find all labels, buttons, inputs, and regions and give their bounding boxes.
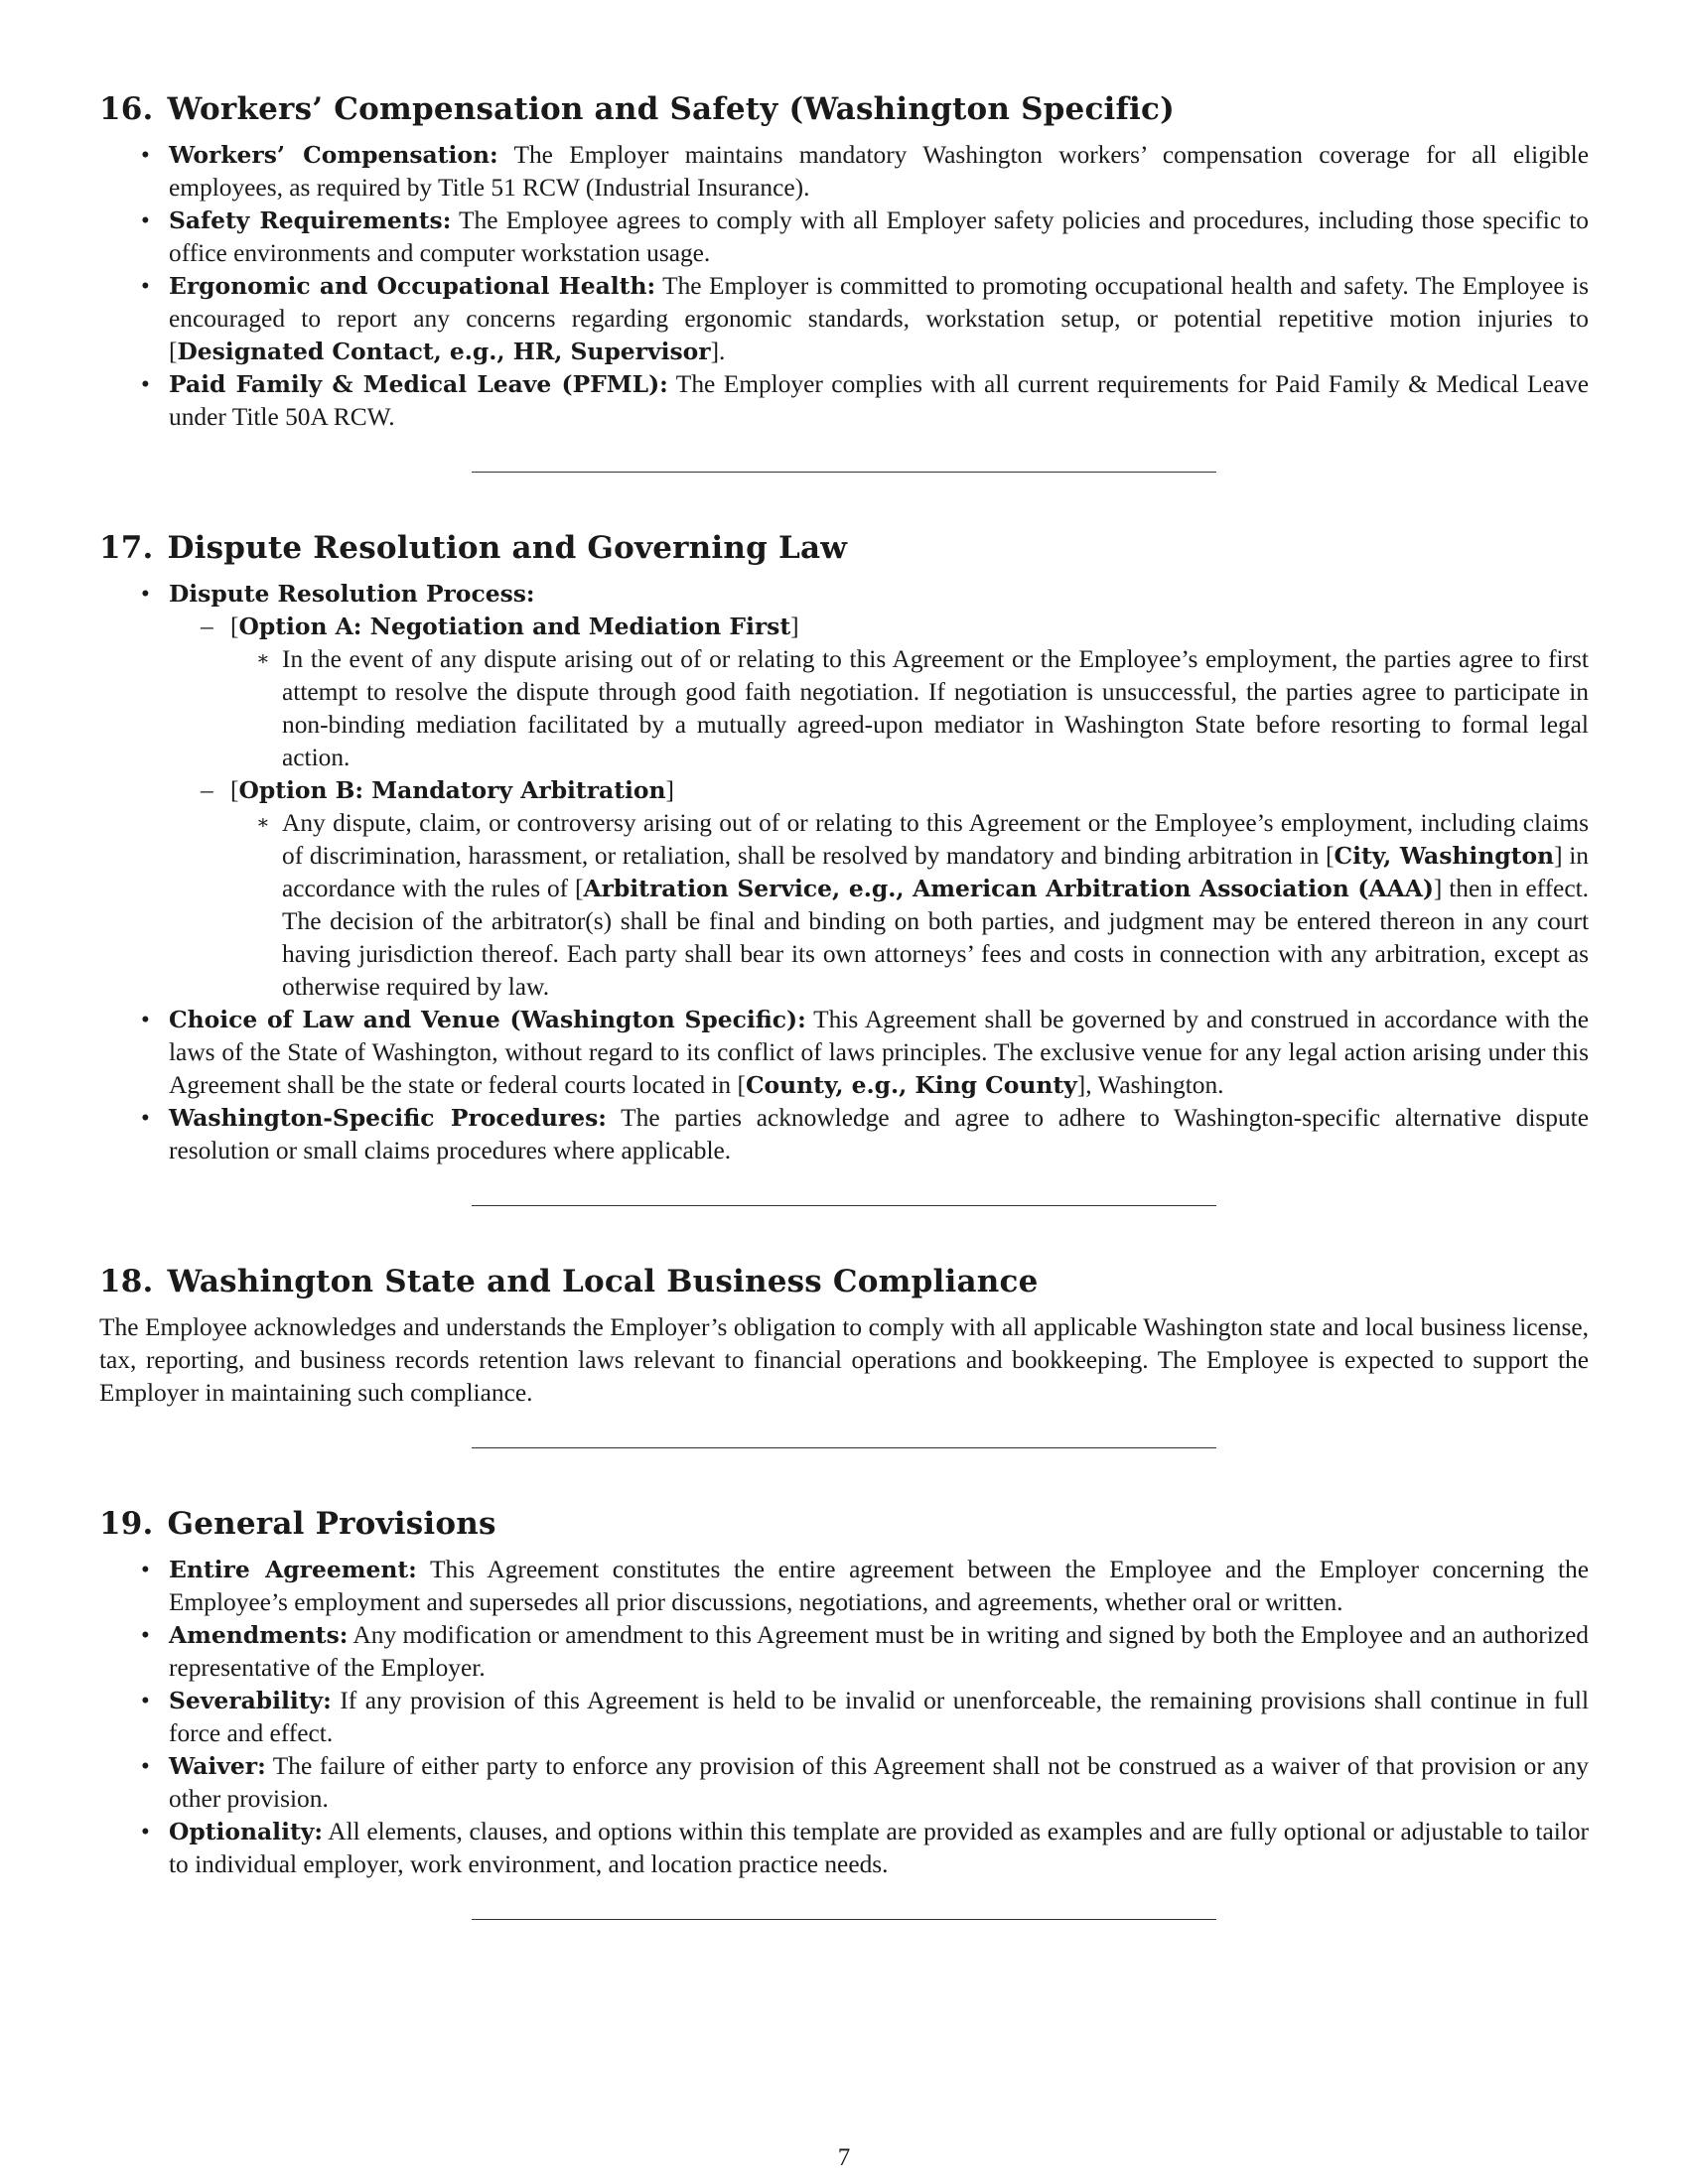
list-item: • Safety Requirements: The Employee agrees to comply with all Employer safety policies and procedures, including those specific to office environments and computer workstation usage. xyxy=(169,205,1589,270)
placeholder-text: County, e.g., King County xyxy=(745,1071,1077,1099)
list-item: • Washington-Specific Procedures: The parties acknowledge and agree to adhere to Washington-specific alternative dispute resolution or small claims procedures where applicable. xyxy=(169,1102,1589,1167)
horizontal-rule xyxy=(472,472,1216,473)
bullet-list xyxy=(99,139,1589,434)
section-heading: 16. Workers’ Compensation and Safety (Washington Specific) xyxy=(99,91,1175,127)
section-16 xyxy=(99,89,1589,473)
list-item: • Amendments: Any modification or amendment to this Agreement must be in writing and signed by both the Employee and an authorized representative of the Employer. xyxy=(169,1619,1589,1685)
bullet-list xyxy=(99,578,1589,1167)
section-heading: 17. Dispute Resolution and Governing Law xyxy=(99,530,848,566)
section-18 xyxy=(99,1262,1589,1448)
sub-sub-list xyxy=(230,807,1589,1004)
horizontal-rule xyxy=(472,1205,1216,1206)
section-19 xyxy=(99,1504,1589,1920)
option-b-text: ∗ Any dispute, claim, or controversy arising out of or relating to this Agreement or the Employee’s employment, including claims of discrimination, harassment, or retaliation, shall be resolved by mandatory and binding arbitration in [City, Washington] in accordance with the rules of [Arbitration Service, e.g., American Arbitration Association (AAA)] then in effect. The decision of the arbitrator(s) shall be final and binding on both parties, and judgment may be entered thereon in any court having jurisdiction thereof. Each party shall bear its own attorneys’ fees and costs in connection with any arbitration, except as otherwise required by law. xyxy=(282,807,1589,1004)
section-heading: 18. Washington State and Local Business Compliance xyxy=(99,1264,1039,1299)
list-item: • Workers’ Compensation: The Employer maintains mandatory Washington workers’ compensation coverage for all eligible employees, as required by Title 51 RCW (Industrial Insurance). xyxy=(169,139,1589,205)
option-b: – [Option B: Mandatory Arbitration] ∗ Any dispute, claim, or controversy arising out of or relating to this Agreement or the Employee’s employment, including claims of discrimination, harassment, or retaliation, shall be resolved by mandatory and binding arbitration in [City, Washington] in accordance with the rules of [Arbitration Service, e.g., American Arbitration Association (AAA)] then in effect. The decision of the arbitrator(s) shall be final and binding on both parties, and judgment may be entered thereon in any court having jurisdiction thereof. Each party shall bear its own attorneys’ fees and costs in connection with any arbitration, except as otherwise required by law. xyxy=(230,774,1589,1004)
page-number: 7 xyxy=(837,2144,851,2171)
sub-sub-list xyxy=(230,643,1589,774)
list-item: • Entire Agreement: This Agreement constitutes the entire agreement between the Employee and the Employer concerning the Employee’s employment and supersedes all prior discussions, negotiations, and agreements, whether oral or written. xyxy=(169,1554,1589,1619)
option-a: – [Option A: Negotiation and Mediation First] ∗ In the event of any dispute arising out of or relating to this Agreement or the Employee’s employment, the parties agree to first attempt to resolve the dispute through good faith negotiation. If negotiation is unsuccessful, the parties agree to participate in non-binding mediation facilitated by a mutually agreed-upon mediator in Washington State before resorting to formal legal action. xyxy=(230,611,1589,774)
list-item: • Choice of Law and Venue (Washington Specific): This Agreement shall be governed by and construed in accordance with the laws of the State of Washington, without regard to its conflict of laws principles. The exclusive venue for any legal action arising under this Agreement shall be the state or federal courts located in [County, e.g., King County], Washington. xyxy=(169,1004,1589,1102)
list-item: • Optionality: All elements, clauses, and options within this template are provided as examples and are fully optional or adjustable to tailor to individual employer, work environment, and location practice needs. xyxy=(169,1816,1589,1881)
placeholder-text: City, Washington xyxy=(1334,842,1555,870)
sub-list xyxy=(169,611,1589,1004)
section-17 xyxy=(99,528,1589,1206)
placeholder-text: Designated Contact, e.g., HR, Supervisor xyxy=(177,338,711,365)
list-item: • Dispute Resolution Process: – [Option A: Negotiation and Mediation First] ∗ In the event of any dispute arising out of or relating to this Agreement or the Employee’s employment, the parties agree to first attempt to resolve the dispute through good faith negotiation. If negotiation is unsuccessful, the parties agree to participate in non-binding mediation facilitated by a mutually agreed-upon mediator in Washington State before resorting to formal legal action. – [Option B: Mandatory Arbitration] ∗ Any dispute, claim, or controversy arising out of or relating to this Agreement or the Employee’s employment, including claims of discrimination, harassment, or retaliation, shall be resolved by mandatory and binding arbitration in [City, Washington] in accordance with the rules of [Arbitration Service, e.g., American Arbitration Association (AAA)] then in effect. The decision of the arbitrator(s) shall be final and binding on both parties, and judgment may be entered thereon in any court having jurisdiction thereof. Each party shall bear its own attorneys’ fees and costs in connection with any arbitration, except as otherwise required by law. xyxy=(169,578,1589,1004)
list-item: • Waiver: The failure of either party to enforce any provision of this Agreement shall not be construed as a waiver of that provision or any other provision. xyxy=(169,1750,1589,1816)
list-item: • Ergonomic and Occupational Health: The Employer is committed to promoting occupational health and safety. The Employee is encouraged to report any concerns regarding ergonomic standards, workstation setup, or potential repetitive motion injuries to [Designated Contact, e.g., HR, Supervisor]. xyxy=(169,270,1589,368)
bullet-list xyxy=(99,1554,1589,1881)
placeholder-text: Arbitration Service, e.g., American Arbitration Association (AAA) xyxy=(583,875,1434,902)
section-heading: 19. General Provisions xyxy=(99,1506,496,1542)
list-item: • Paid Family & Medical Leave (PFML): The Employer complies with all current requirements for Paid Family & Medical Leave under Title 50A RCW. xyxy=(169,368,1589,434)
horizontal-rule xyxy=(472,1447,1216,1448)
option-a-text: ∗ In the event of any dispute arising out of or relating to this Agreement or the Employee’s employment, the parties agree to first attempt to resolve the dispute through good faith negotiation. If negotiation is unsuccessful, the parties agree to participate in non-binding mediation facilitated by a mutually agreed-upon mediator in Washington State before resorting to formal legal action. xyxy=(282,643,1589,774)
document-page xyxy=(99,89,1589,1920)
horizontal-rule xyxy=(472,1919,1216,1920)
paragraph: The Employee acknowledges and understands the Employer’s obligation to comply with all applicable Washington state and local business license, tax, reporting, and business records retention laws relevant to financial operations and bookkeeping. The Employee is expected to support the Employer in maintaining such compliance. xyxy=(99,1313,1589,1407)
list-item: • Severability: If any provision of this Agreement is held to be invalid or unenforceable, the remaining provisions shall continue in full force and effect. xyxy=(169,1685,1589,1750)
